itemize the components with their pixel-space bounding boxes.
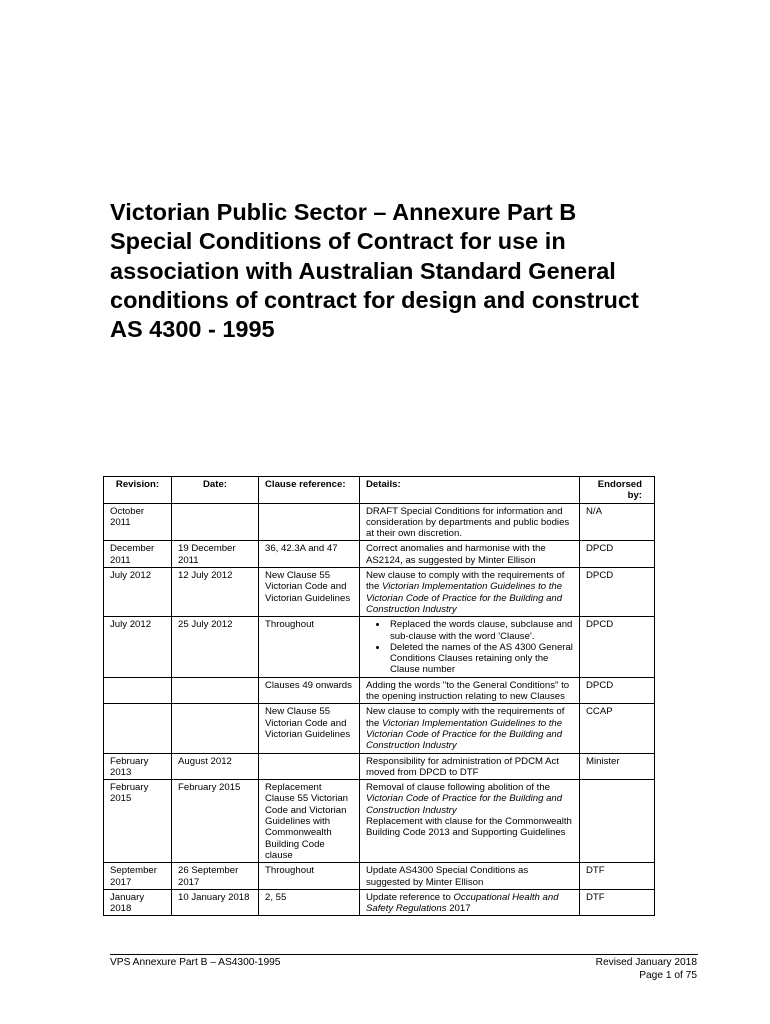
table-row — [104, 704, 655, 753]
cell-clause: Replacement Clause 55 Victorian Code and Victorian Guidelines with Commonwealth Building Code clause — [259, 780, 360, 863]
details-text: New clause to comply with the requirements of the — [366, 706, 565, 729]
cell-endorsed: N/A — [580, 503, 655, 541]
cell-endorsed: DTF — [580, 863, 655, 890]
details-italic-text: Victorian Implementation Guidelines to the Victorian Code of Practice for the Building and Construction Industry — [366, 717, 563, 752]
document-title — [110, 198, 730, 344]
cell-endorsed: DPCD — [580, 617, 655, 677]
list-item: • Deleted the names of the AS 4300 General Conditions Clauses retaining only the Clause number — [388, 642, 573, 676]
cell-date: 25 July 2012 — [172, 617, 259, 677]
cell-endorsed: DPCD — [580, 677, 655, 704]
table-row — [104, 617, 655, 677]
cell-date — [172, 704, 259, 753]
title-line: Special Conditions of Contract for use in — [110, 228, 566, 255]
cell-date: February 2015 — [172, 780, 259, 863]
cell-details — [360, 568, 580, 617]
cell-endorsed: Minister — [580, 753, 655, 780]
cell-revision: July 2012 — [104, 568, 172, 617]
header-details: Details: — [360, 477, 580, 504]
cell-clause: 36, 42.3A and 47 — [259, 541, 360, 568]
cell-clause: 2, 55 — [259, 889, 360, 916]
cell-clause — [259, 753, 360, 780]
details-text: 2017 — [446, 903, 471, 915]
cell-clause — [259, 503, 360, 541]
details-text: Update reference to — [366, 891, 454, 903]
table-row — [104, 863, 655, 890]
cell-revision: February 2015 — [104, 780, 172, 863]
cell-date: 19 December 2011 — [172, 541, 259, 568]
table-row — [104, 568, 655, 617]
details-bullet-list — [366, 619, 573, 675]
table-row — [104, 677, 655, 704]
header-endorsed-by: Endorsed by: — [580, 477, 655, 504]
cell-details — [360, 889, 580, 916]
title-line: conditions of contract for design and construct — [110, 286, 639, 313]
cell-date — [172, 503, 259, 541]
details-paragraph — [366, 782, 573, 816]
table-row — [104, 753, 655, 780]
cell-revision: January 2018 — [104, 889, 172, 916]
table-row — [104, 503, 655, 541]
cell-revision: September 2017 — [104, 863, 172, 890]
table-row — [104, 889, 655, 916]
cell-revision: December 2011 — [104, 541, 172, 568]
title-line: Victorian Public Sector – Annexure Part B — [110, 199, 577, 225]
header-revision: Revision: — [104, 477, 172, 504]
cell-revision: July 2012 — [104, 617, 172, 677]
cell-date — [172, 677, 259, 704]
header-date: Date: — [172, 477, 259, 504]
header-clause-reference: Clause reference: — [259, 477, 360, 504]
cell-date: 26 September 2017 — [172, 863, 259, 890]
cell-endorsed: DTF — [580, 889, 655, 916]
cell-clause: Clauses 49 onwards — [259, 677, 360, 704]
details-text: Removal of clause following abolition of the — [366, 782, 550, 794]
cell-date: 12 July 2012 — [172, 568, 259, 617]
cell-clause: Throughout — [259, 617, 360, 677]
cell-clause: Throughout — [259, 863, 360, 890]
footer-divider — [110, 954, 698, 955]
cell-clause: New Clause 55 Victorian Code and Victorian Guidelines — [259, 568, 360, 617]
title-line: association with Australian Standard General — [110, 257, 616, 284]
cell-details — [360, 704, 580, 753]
table-row — [104, 541, 655, 568]
footer-page-info — [596, 957, 697, 982]
cell-date: 10 January 2018 — [172, 889, 259, 916]
cell-details: Correct anomalies and harmonise with the AS2124, as suggested by Minter Ellison — [360, 541, 580, 568]
details-italic-text: Occupational Health and Safety Regulations — [366, 891, 559, 915]
cell-revision: October 2011 — [104, 503, 172, 541]
cell-details: Adding the words "to the General Conditions" to the opening instruction relating to new Clauses — [360, 677, 580, 704]
cell-details: Update AS4300 Special Conditions as suggested by Minter Ellison — [360, 863, 580, 890]
cell-revision: February 2013 — [104, 753, 172, 780]
cell-endorsed: DPCD — [580, 568, 655, 617]
details-text: New clause to comply with the requirements of the — [366, 570, 565, 593]
table-row — [104, 780, 655, 863]
cell-endorsed — [580, 780, 655, 863]
footer-revised-date: Revised January 2018 — [595, 957, 697, 968]
footer-page-number: Page 1 of 75 — [639, 969, 697, 981]
footer-document-name: VPS Annexure Part B – AS4300-1995 — [110, 957, 281, 968]
cell-clause: New Clause 55 Victorian Code and Victorian Guidelines — [259, 704, 360, 753]
table-header-row — [104, 477, 655, 504]
cell-details: DRAFT Special Conditions for information and consideration by departments and public bodies at their own discretion. — [360, 503, 580, 541]
cell-details: Responsibility for administration of PDCM Act moved from DPCD to DTF — [360, 753, 580, 780]
cell-endorsed: CCAP — [580, 704, 655, 753]
list-item: • Replaced the words clause, subclause and sub-clause with the word 'Clause'. — [388, 619, 573, 642]
title-line: AS 4300 - 1995 — [110, 316, 275, 343]
details-italic-text: Victorian Implementation Guidelines to the Victorian Code of Practice for the Building and Construction Industry — [366, 581, 563, 615]
revision-history-table — [103, 476, 655, 916]
cell-endorsed: DPCD — [580, 541, 655, 568]
details-italic-text: Victorian Code of Practice for the Building and Construction Industry — [366, 793, 563, 816]
cell-revision — [104, 677, 172, 704]
details-paragraph: Replacement with clause for the Commonwealth Building Code 2013 and Supporting Guidelines — [366, 816, 572, 839]
cell-details — [360, 617, 580, 677]
cell-date: August 2012 — [172, 753, 259, 780]
cell-details — [360, 780, 580, 863]
cell-revision — [104, 704, 172, 753]
